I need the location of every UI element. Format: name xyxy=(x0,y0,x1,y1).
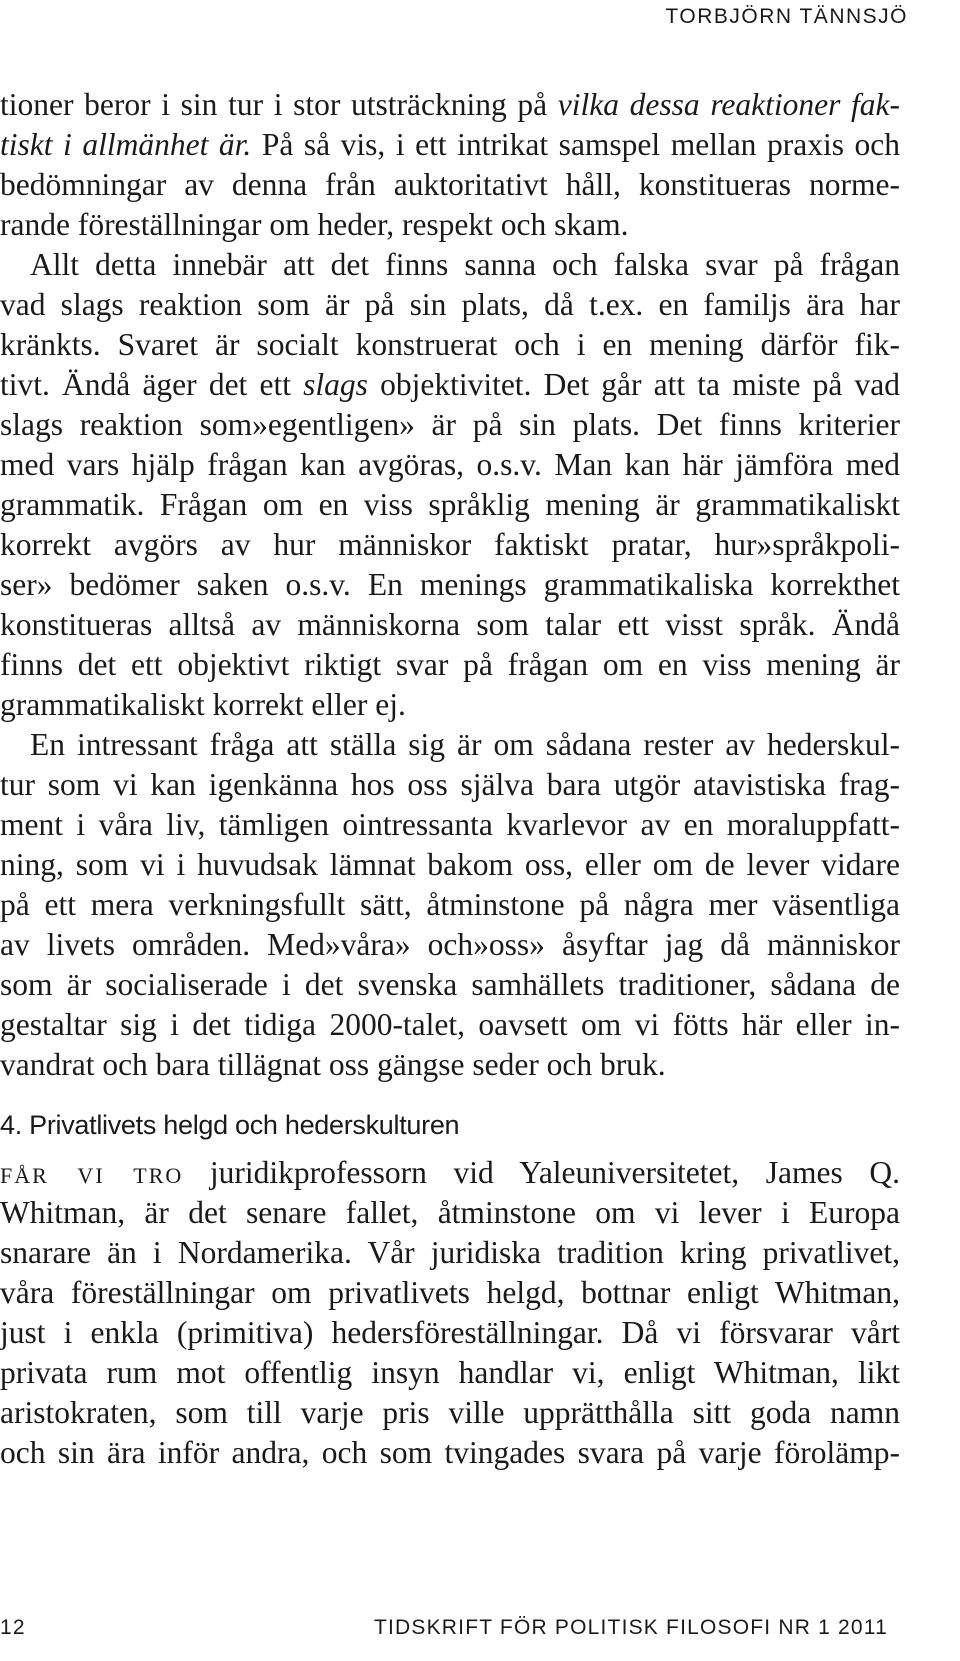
text-line: just i enkla (primitiva) hedersföreställningar. Då vi försvarar vårt xyxy=(0,1315,900,1350)
section-number: 4. xyxy=(0,1110,22,1140)
text-line: privata rum mot offentlig insyn handlar vi, enligt Whitman, likt xyxy=(0,1355,900,1390)
text-line: av livets områden. Med»våra» och»oss» åsyftar jag då människor xyxy=(0,927,900,962)
page-footer xyxy=(0,1616,900,1646)
text-line: finns det ett objektivt riktigt svar på frågan om en viss mening är xyxy=(0,647,900,682)
section-heading xyxy=(0,1097,900,1153)
text-line: ser» bedömer saken o.s.v. En menings grammatikaliska korrekthet xyxy=(0,567,900,602)
text-line: grammatik. Frågan om en viss språklig mening är grammatikaliskt xyxy=(0,487,900,522)
text-line: på ett mera verkningsfullt sätt, åtminstone på några mer väsentliga xyxy=(0,887,900,922)
text-line: Allt detta innebär att det finns sanna och falska svar på frågan xyxy=(30,247,900,282)
text-line: ment i våra liv, tämligen ointressanta kvarlevor av en moraluppfatt- xyxy=(0,807,900,842)
text-line: slags reaktion som»egentligen» är på sin plats. Det finns kriterier xyxy=(0,407,900,442)
text-line: En intressant fråga att ställa sig är om sådana rester av hederskul- xyxy=(30,727,900,762)
text-line: våra föreställningar om privatlivets helgd, bottnar enligt Whitman, xyxy=(0,1275,900,1310)
body-text xyxy=(0,85,900,1473)
text-line: rande föreställningar om heder, respekt och skam. xyxy=(0,207,629,242)
text-line: grammatikaliskt korrekt eller ej. xyxy=(0,687,406,722)
section-title: Privatlivets helgd och hederskulturen xyxy=(21,1110,460,1140)
text-line: vad slags reaktion som är på sin plats, då t.ex. en familjs ära har xyxy=(0,287,900,322)
text-line: korrekt avgörs av hur människor faktiskt pratar, hur»språkpoli- xyxy=(0,527,900,562)
text-line: som är socialiserade i det svenska samhällets traditioner, sådana de xyxy=(0,967,900,1002)
text-line: får vi tro juridikprofessorn vid Yaleuniversitetet, James Q. xyxy=(0,1155,900,1190)
text-line: med vars hjälp frågan kan avgöras, o.s.v. Man kan här jämföra med xyxy=(0,447,900,482)
text-line: Whitman, är det senare fallet, åtminstone om vi lever i Europa xyxy=(0,1195,900,1230)
text-line: tivt. Ändå äger det ett slags objektivitet. Det går att ta miste på vad xyxy=(0,367,901,402)
journal-title: TIDSKRIFT FÖR POLITISK FILOSOFI NR 1 2011 xyxy=(373,1616,888,1639)
text-line: kränkts. Svaret är socialt konstruerat och i en mening därför fik- xyxy=(0,327,900,362)
text-line: konstitueras alltså av människorna som talar ett visst språk. Ändå xyxy=(0,607,900,642)
text-line: tur som vi kan igenkänna hos oss själva bara utgör atavistiska frag- xyxy=(0,767,900,802)
page-number: 12 xyxy=(0,1616,26,1639)
text-line: ning, som vi i huvudsak lämnat bakom oss, eller om de lever vidare xyxy=(0,847,900,882)
text-line: bedömningar av denna från auktoritativt håll, konstitueras norme- xyxy=(0,167,900,202)
text-line: och sin ära inför andra, och som tvingades svara på varje förolämp- xyxy=(0,1435,900,1470)
text-line: aristokraten, som till varje pris ville upprätthålla sitt goda namn xyxy=(0,1395,900,1430)
text-line: vandrat och bara tillägnat oss gängse seder och bruk. xyxy=(0,1047,666,1082)
small-caps-lead: får vi tro xyxy=(0,1155,184,1190)
text-line: tioner beror i sin tur i stor utsträckning på vilka dessa reaktioner fak- xyxy=(0,87,900,122)
running-head-author: TORBJÖRN TÄNNSJÖ xyxy=(665,5,908,28)
text-line: tiskt i allmänhet är. På så vis, i ett intrikat samspel mellan praxis och xyxy=(0,127,900,162)
text-line: snarare än i Nordamerika. Vår juridiska tradition kring privatlivet, xyxy=(0,1235,900,1270)
text-line: gestaltar sig i det tidiga 2000-talet, oavsett om vi fötts här eller in- xyxy=(0,1007,900,1042)
